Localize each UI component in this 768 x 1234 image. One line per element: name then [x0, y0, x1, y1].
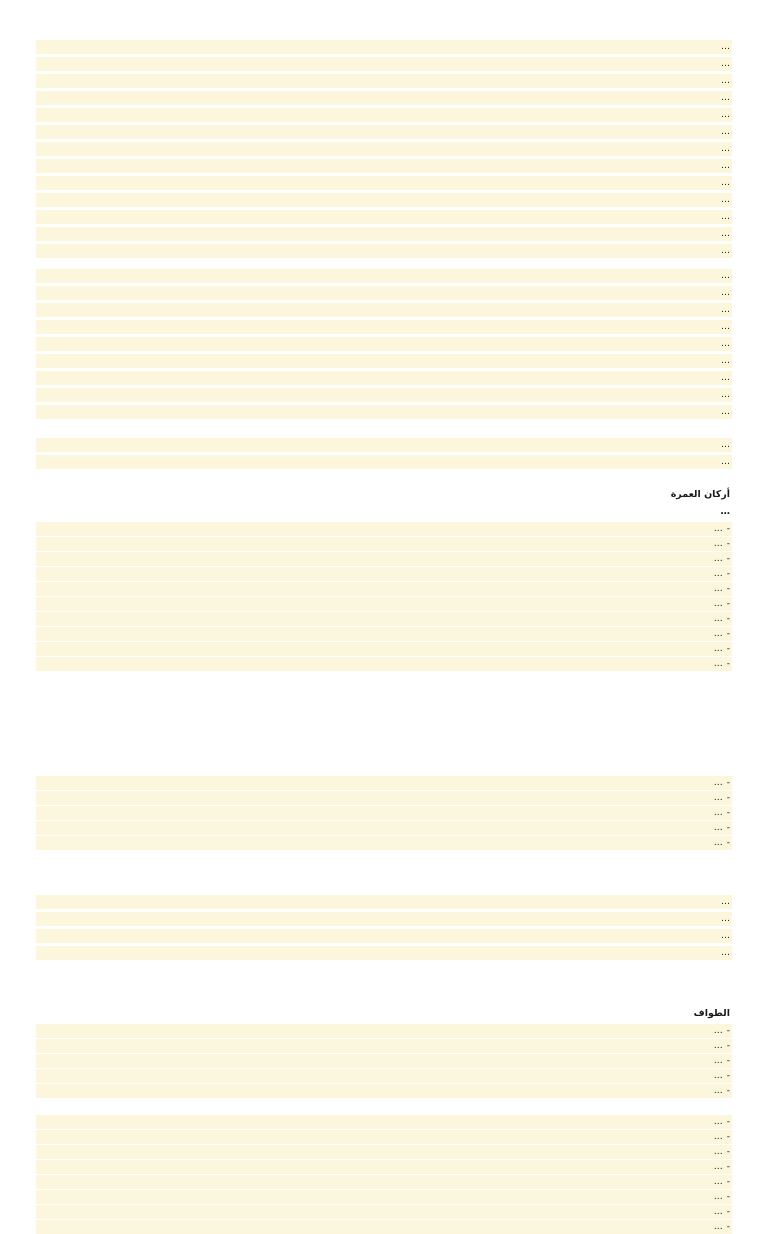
list-item: -… [36, 567, 732, 581]
list-item: -… [36, 552, 732, 566]
section-1 [36, 40, 732, 258]
list-item: -… [36, 582, 732, 596]
paragraph: … [36, 929, 732, 943]
paragraph: … [36, 74, 732, 88]
list-item: -… [36, 791, 732, 805]
section-8 [36, 1115, 732, 1234]
list-item: -… [36, 1069, 732, 1083]
section-5 [36, 776, 732, 850]
paragraph: … [36, 125, 732, 139]
list-item: -… [36, 1175, 732, 1189]
paragraph: … [36, 40, 732, 54]
paragraph: … [36, 438, 732, 452]
paragraph: … [36, 946, 732, 960]
paragraph: … [36, 303, 732, 317]
list-item: -… [36, 657, 732, 671]
paragraph: … [36, 193, 732, 207]
paragraph: … [36, 912, 732, 926]
section-6 [36, 895, 732, 960]
list-item: -… [36, 597, 732, 611]
list-item: -… [36, 642, 732, 656]
paragraph: … [36, 159, 732, 173]
list-item: -… [36, 1054, 732, 1068]
paragraph: … [36, 91, 732, 105]
list-item: -… [36, 1115, 732, 1129]
paragraph: … [36, 286, 732, 300]
list-item: -… [36, 1084, 732, 1098]
list-item: -… [36, 836, 732, 850]
section-subheading: … [720, 506, 730, 517]
paragraph: … [36, 895, 732, 909]
section-4 [36, 488, 732, 671]
paragraph: … [36, 108, 732, 122]
paragraph: … [36, 405, 732, 419]
section-heading: أركان العمرة [670, 489, 730, 500]
list-item: -… [36, 1130, 732, 1144]
list-item: -… [36, 1024, 732, 1038]
section-2 [36, 269, 732, 419]
list-item: -… [36, 776, 732, 790]
list-item: -… [36, 1160, 732, 1174]
paragraph: … [36, 142, 732, 156]
list-item: -… [36, 1190, 732, 1204]
paragraph: … [36, 57, 732, 71]
list-item: -… [36, 1220, 732, 1234]
list-item: -… [36, 1145, 732, 1159]
paragraph: … [36, 388, 732, 402]
list-item: -… [36, 1039, 732, 1053]
paragraph: … [36, 269, 732, 283]
paragraph: … [36, 210, 732, 224]
list-item: -… [36, 821, 732, 835]
paragraph: … [36, 227, 732, 241]
paragraph: … [36, 354, 732, 368]
section-7 [36, 1007, 732, 1098]
list-item: -… [36, 612, 732, 626]
paragraph: … [36, 176, 732, 190]
list-item: -… [36, 522, 732, 536]
paragraph: … [36, 320, 732, 334]
list-item: -… [36, 537, 732, 551]
section-3 [36, 438, 732, 469]
list-item: -… [36, 806, 732, 820]
paragraph: … [36, 455, 732, 469]
list-item: -… [36, 627, 732, 641]
paragraph: … [36, 337, 732, 351]
paragraph: … [36, 244, 732, 258]
section-heading: الطواف [693, 1008, 730, 1019]
list-item: -… [36, 1205, 732, 1219]
paragraph: … [36, 371, 732, 385]
